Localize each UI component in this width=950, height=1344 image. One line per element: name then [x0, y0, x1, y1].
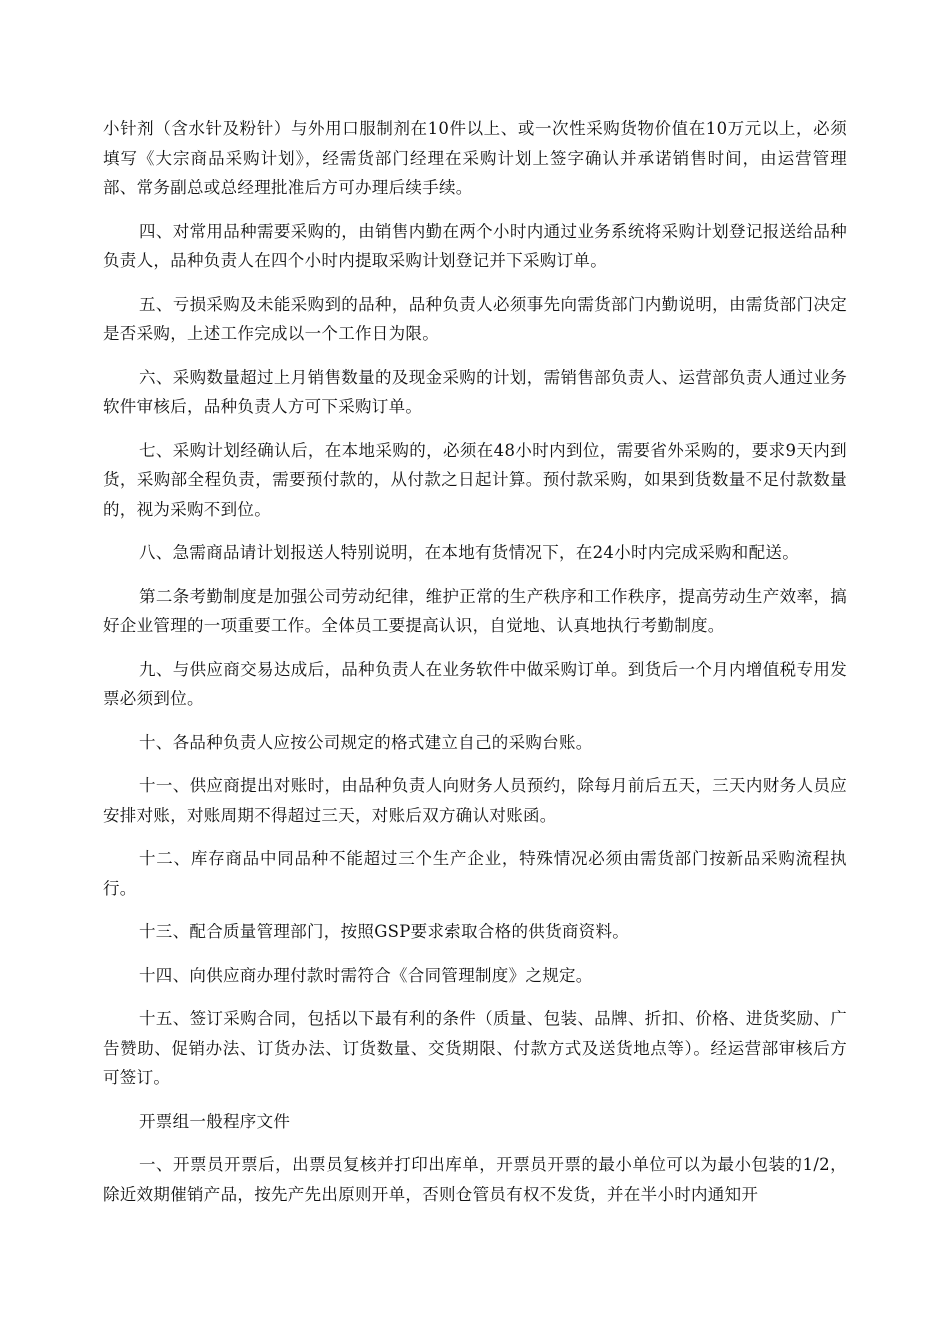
paragraph: 十五、签订采购合同，包括以下最有利的条件（质量、包装、品牌、折扣、价格、进货奖励、广告赞助、促销办法、订货办法、订货数量、交货期限、付款方式及送货地点等）。经运营部审核后方可签订。 [103, 1009, 847, 1087]
paragraph: 九、与供应商交易达成后，品种负责人在业务软件中做采购订单。到货后一个月内增值税专用发票必须到位。 [103, 659, 847, 708]
paragraph: 十一、供应商提出对账时，由品种负责人向财务人员预约，除每月前后五天，三天内财务人员应安排对账，对账周期不得超过三天，对账后双方确认对账函。 [103, 776, 847, 825]
paragraph: 五、亏损采购及未能采购到的品种，品种负责人必须事先向需货部门内勤说明，由需货部门决定是否采购，上述工作完成以一个工作日为限。 [103, 294, 847, 343]
paragraph: 八、急需商品请计划报送人特别说明，在本地有货情况下，在24小时内完成采购和配送。 [139, 543, 799, 562]
paragraph: 十三、配合质量管理部门，按照GSP要求索取合格的供货商资料。 [139, 922, 630, 941]
paragraph: 六、采购数量超过上月销售数量的及现金采购的计划，需销售部负责人、运营部负责人通过业务软件审核后，品种负责人方可下采购订单。 [103, 367, 847, 416]
paragraph: 十四、向供应商办理付款时需符合《合同管理制度》之规定。 [139, 965, 593, 985]
paragraph: 一、开票员开票后，出票员复核并打印出库单，开票员开票的最小单位可以为最小包装的1/2，除近效期催销产品，按先产先出原则开单，否则仓管员有权不发货，并在半小时内通知开 [103, 1155, 847, 1204]
paragraph: 十二、库存商品中同品种不能超过三个生产企业，特殊情况必须由需货部门按新品采购流程执行。 [103, 849, 847, 898]
paragraph: 第二条考勤制度是加强公司劳动纪律，维护正常的生产秩序和工作秩序，提高劳动生产效率，搞好企业管理的一项重要工作。全体员工要提高认识，自觉地、认真地执行考勤制度。 [103, 586, 847, 635]
document-body [103, 114, 847, 1223]
paragraph: 四、对常用品种需要采购的，由销售内勤在两个小时内通过业务系统将采购计划登记报送给品种负责人，品种负责人在四个小时内提取采购计划登记并下采购订单。 [103, 221, 847, 270]
paragraph: 十、各品种负责人应按公司规定的格式建立自己的采购台账。 [139, 732, 593, 752]
section-heading: 开票组一般程序文件 [139, 1111, 291, 1131]
paragraph: 七、采购计划经确认后，在本地采购的，必须在48小时内到位，需要省外采购的，要求9天内到货，采购部全程负责，需要预付款的，从付款之日起计算。预付款采购，如果到货数量不足付款数量的，视为采购不到位。 [103, 440, 847, 519]
paragraph: 小针剂（含水针及粉针）与外用口服制剂在10件以上、或一次性采购货物价值在10万元以上，必须填写《大宗商品采购计划》，经需货部门经理在采购计划上签字确认并承诺销售时间，由运营管理部、常务副总或总经理批准后方可办理后续手续。 [103, 119, 847, 197]
